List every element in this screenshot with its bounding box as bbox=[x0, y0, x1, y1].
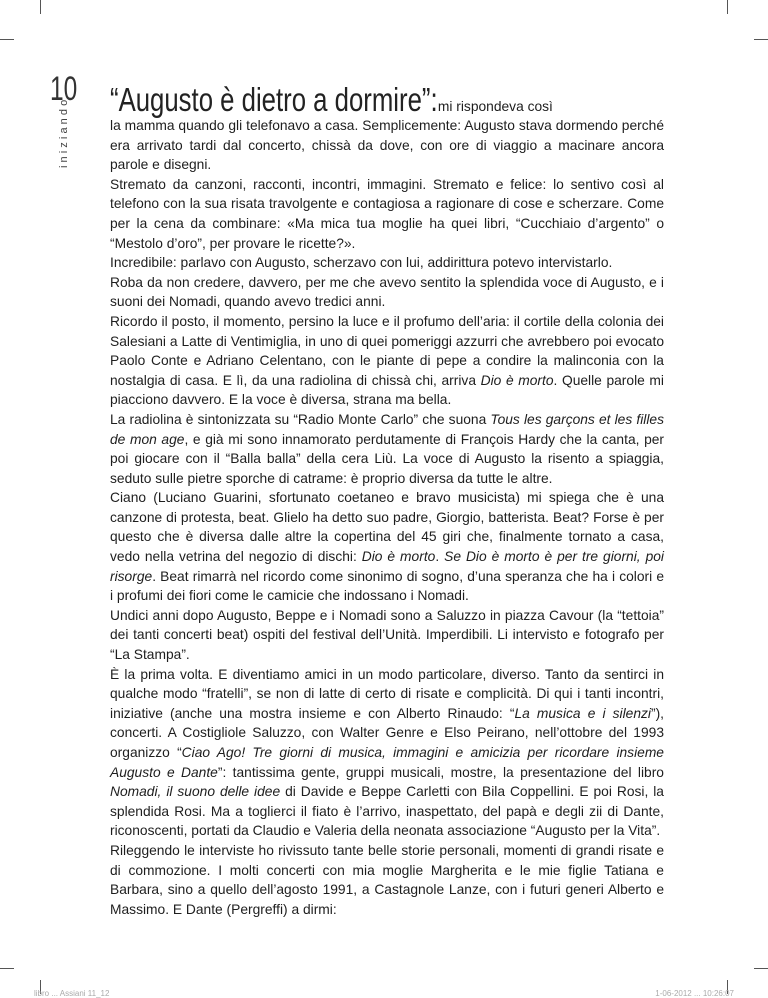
text-run: Rileggendo le interviste ho rivissuto tante belle storie personali, momenti di grandi risate e di commozione. I molti concerti con mia moglie Margherita e le mie figlie Tatiana e Barbara, sino a quello dell’agosto 1991, a Castagnole Lanze, con i futuri generi Alberto e Massimo. E Dante (Pergreffi) a dirmi: bbox=[110, 842, 664, 917]
crop-mark-left-bottom bbox=[0, 968, 14, 969]
text-run: Incredibile: parlavo con Augusto, scherzavo con lui, addirittura potevo intervistarlo. bbox=[110, 255, 613, 271]
text-run: Stremato da canzoni, racconti, incontri, immagini. Stremato e felice: lo sentivo così al telefono con la sua risata travolgente e contagiosa a ragionare di cose e scherzare. Come per la cena da combinare: «Ma mica tua moglie ha quei libri, “Cucchiaio d’argento” o “Mestolo d’oro”, per provare le ricette?». bbox=[110, 176, 664, 251]
paragraph bbox=[110, 116, 664, 175]
italic-title: Ciao Ago! Tre giorni di musica, immagini e amicizia per ricordare insieme Augusto e Dante bbox=[110, 745, 664, 780]
paragraph bbox=[110, 253, 664, 273]
text-run: . Beat rimarrà nel ricordo come sinonimo di sogno, d’una speranza che ha i colori e i profumi dei fiori come le camicie che indossano i Nomadi. bbox=[110, 568, 664, 604]
text-run: È la prima volta. E diventiamo amici in un modo particolare, diverso. Tanto da sentirci in qualche modo “fratelli”, se non di latte di certo di risate e complicità. Di qui i tanti incontri, iniziative (anche una mostra insieme e con Alberto Rinaudo: “ bbox=[110, 666, 664, 721]
crop-mark-top-left bbox=[40, 0, 41, 14]
italic-title: Dio è morto bbox=[361, 549, 436, 565]
text-run: la mamma quando gli telefonavo a casa. Semplicemente: Augusto stava dormendo perché era arrivato tardi dal concerto, chissà da dove, con ore di viaggio a macinare ancora parole e disegni. bbox=[110, 118, 664, 173]
text-run: ”), concerti. A Costigliole Saluzzo, con Walter Genre e Elso Peirano, nell’ottobre del 1993 organizzo “ bbox=[110, 705, 664, 760]
paragraph bbox=[110, 488, 664, 606]
crop-mark-top-right bbox=[727, 0, 728, 14]
page-number: 10 bbox=[50, 70, 78, 108]
article-headline: “Augusto è dietro a dormire”: bbox=[110, 81, 438, 118]
text-run: Ricordo il posto, il momento, persino la luce e il profumo dell’aria: il cortile della colonia dei Salesiani a Latte di Ventimiglia, in uno di quei pomeriggi azzurri che avrebbero poi evocato Paolo Conte e Adriano Celentano, con le piante di pepe a condire la malinconia con la nostalgia di casa. E lì, da una radiolina di chissà chi, arriva bbox=[110, 313, 664, 388]
text-run: Ciano (Luciano Guarini, sfortunato coetaneo e bravo musicista) mi spiega che è una canzone di protesta, beat. Glielo ha detto suo padre, Giorgio, batterista. Beat? Forse è per questo che è diversa dalle altre la copertina del 45 giri che, finalmente tornato a casa, vedo nella vetrina del negozio di dischi: bbox=[110, 490, 664, 565]
footer-timestamp: 1-06-2012 ... 10:26:07 bbox=[655, 989, 734, 998]
italic-title: Se Dio è morto è per tre giorni, poi risorge bbox=[110, 549, 664, 584]
crop-mark-left-top bbox=[0, 39, 14, 40]
paragraph bbox=[110, 841, 664, 919]
paragraph-list bbox=[110, 116, 664, 919]
text-run: ”: tantissima gente, gruppi musicali, mostre, la presentazione del libro bbox=[217, 764, 664, 780]
lead-tail: mi rispondeva così bbox=[434, 99, 553, 114]
paragraph bbox=[110, 410, 664, 488]
text-run: , e già mi sono innamorato perdutamente di François Hardy che la canta, per poi giocare con il “Balla balla” della cera Liù. La voce di Augusto la risento a spiaggia, seduto sulle pietre sporche di catrame: è proprio diversa da tutte le altre. bbox=[110, 431, 665, 486]
section-tag: iniziando bbox=[58, 96, 70, 168]
crop-mark-right-bottom bbox=[754, 968, 768, 969]
text-run: . Quelle parole mi piacciono davvero. E la voce è diversa, strana ma bella. bbox=[110, 372, 664, 408]
paragraph bbox=[110, 273, 664, 312]
lead-line bbox=[110, 80, 664, 120]
paragraph bbox=[110, 606, 664, 665]
text-run: di Davide e Beppe Carletti con Bila Coppellini. E poi Rosi, la splendida Rosi. Ma a toglierci il fiato è l’arrivo, inaspettato, del papà e degli zii di Dante, riconoscenti, portati da Claudio e Valeria della neonata associazione “Augusto per la Vita”. bbox=[110, 784, 664, 839]
italic-title: Dio è morto bbox=[480, 372, 554, 388]
italic-title: Tous les garçons et les filles de mon age bbox=[110, 411, 665, 447]
text-run: La radiolina è sintonizzata su “Radio Monte Carlo” che suona bbox=[110, 411, 491, 427]
crop-mark-right-top bbox=[754, 39, 768, 40]
paragraph bbox=[110, 312, 664, 410]
footer-slug: libro ... Assiani 11_12 bbox=[34, 989, 110, 998]
italic-title: Nomadi, il suono delle idee bbox=[110, 784, 281, 800]
italic-title: La musica e i silenzi bbox=[514, 705, 651, 721]
paragraph bbox=[110, 175, 664, 253]
article-body bbox=[110, 80, 664, 919]
text-run: Roba da non credere, davvero, per me che avevo sentito la splendida voce di Augusto, e i suoni dei Nomadi, quando avevo tredici anni. bbox=[110, 274, 664, 310]
text-run: . bbox=[435, 549, 445, 565]
text-run: Undici anni dopo Augusto, Beppe e i Nomadi sono a Saluzzo in piazza Cavour (la “tettoia” dei tanti concerti beat) ospiti del festival dell’Unità. Imperdibili. Li intervisto e fotografo per “La Stampa”. bbox=[110, 607, 664, 663]
paragraph bbox=[110, 665, 664, 841]
